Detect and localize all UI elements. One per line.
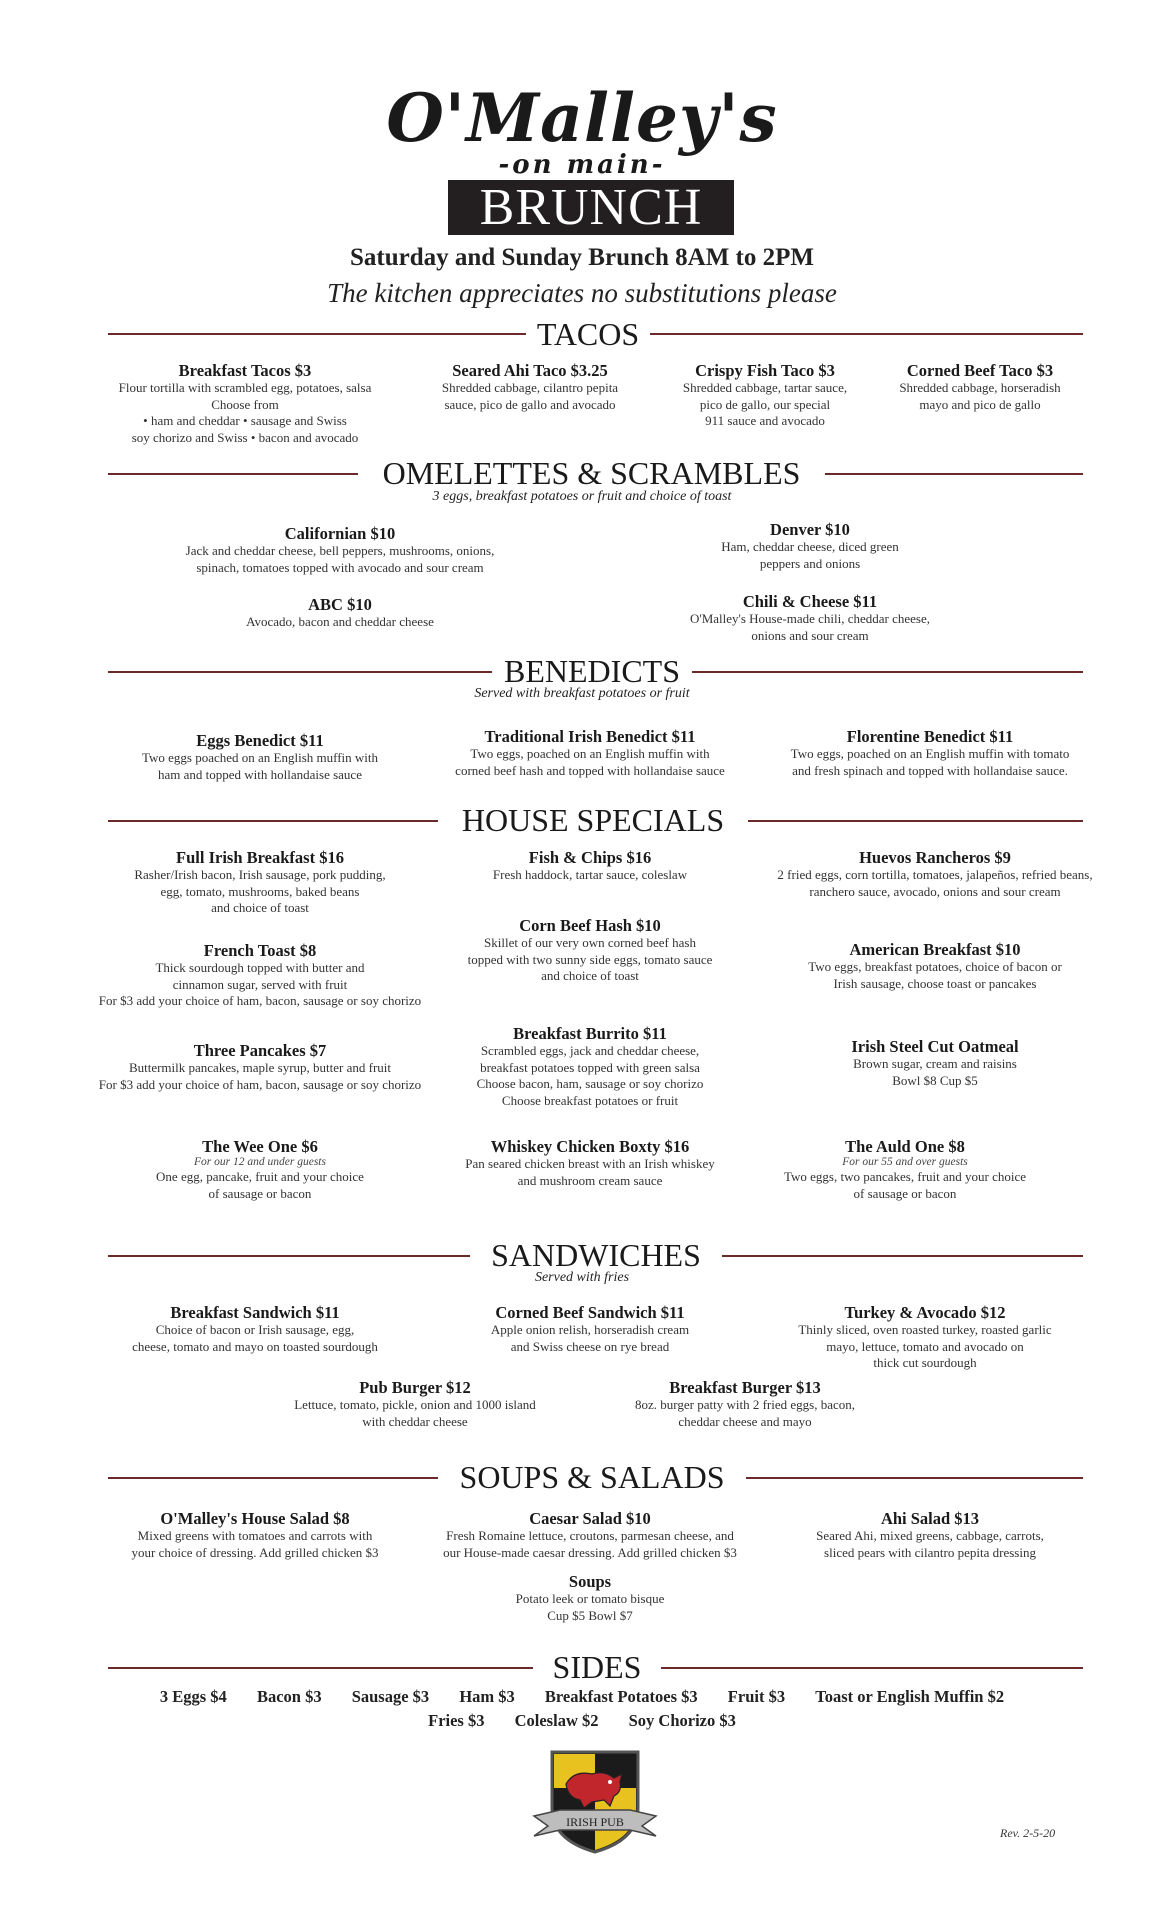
- section-rule-right: [748, 820, 1083, 822]
- item-name: Breakfast Burrito $11: [513, 1024, 667, 1043]
- item-name: Corn Beef Hash $10: [519, 916, 661, 935]
- menu-item: [760, 1037, 1110, 1089]
- item-desc: Shredded cabbage, tartar sauce,: [682, 380, 848, 395]
- menu-item: [425, 1137, 755, 1189]
- item-desc: Pan seared chicken breast with an Irish whiskey: [465, 1156, 715, 1171]
- substitution-policy: The kitchen appreciates no substitutions please: [327, 278, 837, 308]
- item-desc: and fresh spinach and topped with hollandaise sauce.: [792, 762, 1068, 778]
- menu-item: [250, 1378, 580, 1430]
- item-name: Huevos Rancheros $9: [859, 848, 1011, 867]
- item-name: Whiskey Chicken Boxty $16: [490, 1137, 690, 1156]
- menu-item: [650, 520, 970, 572]
- item-desc: and Swiss cheese on rye bread: [510, 1338, 670, 1354]
- section-title-sides: SIDES: [552, 1649, 642, 1685]
- item-desc: of sausage or bacon: [208, 1185, 312, 1201]
- item-name: Breakfast Sandwich $11: [170, 1303, 340, 1322]
- section-title-benedicts: BENEDICTS: [504, 653, 680, 689]
- menu-item: [430, 848, 750, 884]
- item-desc: egg, tomato, mushrooms, baked beans: [160, 883, 360, 899]
- item-desc: Rasher/Irish bacon, Irish sausage, pork pudding,: [134, 867, 386, 882]
- item-desc: breakfast potatoes topped with green salsa: [480, 1059, 700, 1075]
- item-desc: pico de gallo, our special: [699, 396, 831, 412]
- item-desc: Two eggs poached on an English muffin with: [141, 750, 379, 765]
- menu-item: [450, 1572, 730, 1624]
- item-name: Breakfast Tacos $3: [178, 361, 312, 380]
- item-desc: For $3 add your choice of ham, bacon, sausage or soy chorizo: [98, 993, 422, 1008]
- section-subtitle-omelettes: 3 eggs, breakfast potatoes or fruit and choice of toast: [432, 489, 732, 504]
- sides-row-1: [0, 1687, 1164, 1707]
- item-desc: Scrambled eggs, jack and cheddar cheese,: [480, 1043, 700, 1058]
- item-desc: soy chorizo and Swiss • bacon and avocado: [131, 429, 359, 445]
- section-rule-right: [661, 1667, 1083, 1669]
- menu-item: [425, 1024, 755, 1109]
- menu-item: [60, 1041, 460, 1093]
- item-name: Three Pancakes $7: [193, 1041, 327, 1060]
- item-name: Turkey & Avocado $12: [844, 1303, 1006, 1322]
- item-desc: and choice of toast: [211, 900, 309, 915]
- side-item: Ham $3: [459, 1687, 515, 1706]
- menu-item: [95, 1303, 415, 1355]
- menu-item: [60, 941, 460, 1010]
- item-note: For our 55 and over guests: [842, 1156, 968, 1168]
- item-desc: Buttermilk pancakes, maple syrup, butter and fruit: [128, 1060, 392, 1075]
- item-name: Corned Beef Taco $3: [906, 361, 1054, 380]
- section-rule-left: [108, 1477, 438, 1479]
- menu-item: [100, 731, 420, 783]
- menu-item: [130, 524, 550, 576]
- item-desc: ham and topped with hollandaise sauce: [158, 766, 362, 782]
- menu-title-banner: BRUNCH: [448, 180, 734, 235]
- menu-item: [430, 1303, 750, 1355]
- item-name: The Wee One $6: [202, 1137, 318, 1156]
- item-desc: cheese, tomato and mayo on toasted sourdough: [132, 1338, 378, 1354]
- item-name: Californian $10: [284, 524, 396, 543]
- side-item: Coleslaw $2: [514, 1711, 599, 1730]
- section-rule-left: [108, 1667, 533, 1669]
- menu-item: [590, 1378, 900, 1430]
- side-item: 3 Eggs $4: [159, 1687, 227, 1706]
- item-name: Florentine Benedict $11: [846, 727, 1014, 746]
- menu-item: [745, 1137, 1065, 1202]
- section-subtitle-benedicts: Served with breakfast potatoes or fruit: [474, 686, 690, 701]
- item-desc: Choose bacon, ham, sausage or soy chorizo: [476, 1076, 704, 1091]
- item-desc: Thick sourdough topped with butter and: [155, 960, 365, 975]
- menu-item: [80, 848, 440, 917]
- section-subtitle-sandwiches: Served with fries: [534, 1270, 630, 1285]
- item-desc: 2 fried eggs, corn tortilla, tomatoes, jalapeños, refried beans,: [777, 867, 1093, 882]
- menu-item: [735, 848, 1135, 900]
- section-title-soups-salads: SOUPS & SALADS: [459, 1459, 725, 1495]
- crest-banner-text: IRISH PUB: [566, 1815, 624, 1829]
- item-desc: of sausage or bacon: [853, 1185, 957, 1201]
- section-title-omelettes: OMELETTES & SCRAMBLES: [382, 455, 801, 491]
- item-name: American Breakfast $10: [849, 940, 1021, 959]
- item-desc: cheddar cheese and mayo: [678, 1413, 812, 1429]
- menu-item: [430, 916, 750, 985]
- item-desc: Flour tortilla with scrambled egg, potatoes, salsa: [118, 380, 372, 395]
- item-name: Irish Steel Cut Oatmeal: [851, 1037, 1019, 1056]
- item-desc: with cheddar cheese: [362, 1413, 468, 1429]
- menu-item: [850, 361, 1110, 413]
- side-item: Fries $3: [428, 1711, 485, 1730]
- item-desc: One egg, pancake, fruit and your choice: [156, 1169, 364, 1184]
- item-desc: Two eggs, poached on an English muffin with: [470, 746, 710, 761]
- item-desc: mayo, lettuce, tomato and avocado on: [826, 1338, 1024, 1354]
- sides-row-2: [0, 1711, 1164, 1731]
- menu-item: [425, 727, 755, 779]
- section-rule-right: [692, 671, 1083, 673]
- item-desc: Fresh haddock, tartar sauce, coleslaw: [492, 867, 688, 882]
- item-desc: spinach, tomatoes topped with avocado and sour cream: [196, 559, 484, 575]
- item-desc: Jack and cheddar cheese, bell peppers, mushrooms, onions,: [185, 543, 495, 558]
- menu-item: [70, 361, 420, 446]
- side-item: Soy Chorizo $3: [628, 1711, 736, 1730]
- item-desc: peppers and onions: [759, 555, 861, 571]
- item-name: Chili & Cheese $11: [742, 592, 878, 611]
- item-desc: Two eggs, two pancakes, fruit and your choice: [783, 1169, 1027, 1184]
- section-rule-right: [650, 333, 1083, 335]
- item-desc: cinnamon sugar, served with fruit: [172, 976, 348, 992]
- item-desc: Two eggs, poached on an English muffin with tomato: [790, 746, 1070, 761]
- side-item: Sausage $3: [351, 1687, 430, 1706]
- item-desc: Two eggs, breakfast potatoes, choice of bacon or: [808, 959, 1062, 974]
- item-name: Fish & Chips $16: [528, 848, 652, 867]
- item-desc: sliced pears with cilantro pepita dressing: [824, 1544, 1036, 1560]
- item-desc: Potato leek or tomato bisque: [515, 1591, 665, 1606]
- item-desc: Shredded cabbage, horseradish: [899, 380, 1061, 395]
- section-rule-left: [108, 473, 358, 475]
- section-title-tacos: TACOS: [536, 316, 640, 352]
- item-name: The Auld One $8: [845, 1137, 965, 1156]
- item-desc: Cup $5 Bowl $7: [547, 1607, 633, 1623]
- menu-item: [420, 1509, 760, 1561]
- item-desc: your choice of dressing. Add grilled chicken $3: [131, 1544, 379, 1560]
- item-desc: Skillet of our very own corned beef hash: [484, 935, 696, 950]
- item-desc: thick cut sourdough: [873, 1355, 977, 1370]
- section-rule-right: [825, 473, 1083, 475]
- item-desc: corned beef hash and topped with hollandaise sauce: [455, 762, 725, 778]
- item-name: Caesar Salad $10: [529, 1509, 651, 1528]
- item-desc: Bowl $8 Cup $5: [892, 1072, 978, 1088]
- side-item: Fruit $3: [727, 1687, 786, 1706]
- item-name: Breakfast Burger $13: [669, 1378, 821, 1397]
- item-desc: and mushroom cream sauce: [517, 1172, 663, 1188]
- revision-date: Rev. 2-5-20: [1000, 1826, 1056, 1840]
- section-rule-left: [108, 820, 438, 822]
- item-name: Ahi Salad $13: [880, 1509, 980, 1528]
- item-desc: Lettuce, tomato, pickle, onion and 1000 island: [294, 1397, 536, 1412]
- menu-item: [180, 595, 500, 631]
- item-desc: O'Malley's House-made chili, cheddar cheese,: [689, 611, 931, 626]
- item-name: Soups: [568, 1572, 612, 1591]
- item-desc: 8oz. burger patty with 2 fried eggs, bacon,: [635, 1397, 855, 1412]
- item-name: Denver $10: [770, 520, 850, 539]
- item-desc: Fresh Romaine lettuce, croutons, parmesan cheese, and: [446, 1528, 734, 1543]
- menu-item: [760, 940, 1110, 992]
- menu-item: [95, 1509, 415, 1561]
- item-desc: Choose from: [211, 396, 279, 412]
- item-desc: • ham and cheddar • sausage and Swiss: [143, 413, 347, 428]
- menu-item: [755, 727, 1105, 779]
- item-desc: Choice of bacon or Irish sausage, egg,: [155, 1322, 355, 1337]
- brunch-hours: Saturday and Sunday Brunch 8AM to 2PM: [350, 244, 814, 271]
- item-name: ABC $10: [308, 595, 372, 614]
- menu-item: [390, 361, 670, 413]
- side-item: Breakfast Potatoes $3: [544, 1687, 698, 1706]
- item-desc: topped with two sunny side eggs, tomato sauce: [467, 951, 713, 967]
- section-title-house-specials: HOUSE SPECIALS: [461, 802, 725, 838]
- item-name: O'Malley's House Salad $8: [160, 1509, 350, 1528]
- item-desc: and choice of toast: [541, 968, 639, 983]
- item-name: Seared Ahi Taco $3.25: [452, 361, 608, 380]
- item-desc: Shredded cabbage, cilantro pepita: [441, 380, 619, 395]
- item-name: Traditional Irish Benedict $11: [484, 727, 696, 746]
- item-desc: Irish sausage, choose toast or pancakes: [833, 975, 1037, 991]
- menu-item: [770, 1509, 1090, 1561]
- item-desc: our House-made caesar dressing. Add grilled chicken $3: [443, 1544, 737, 1560]
- item-desc: ranchero sauce, avocado, onions and sour cream: [809, 883, 1061, 899]
- brand-logo-name: O'Malley's: [386, 79, 778, 157]
- item-name: French Toast $8: [203, 941, 317, 960]
- menu-item: [100, 1137, 420, 1202]
- item-desc: sauce, pico de gallo and avocado: [444, 396, 616, 412]
- item-desc: Avocado, bacon and cheddar cheese: [246, 614, 434, 629]
- item-name: Eggs Benedict $11: [196, 731, 324, 750]
- section-rule-right: [746, 1477, 1083, 1479]
- section-title-sandwiches: SANDWICHES: [491, 1237, 701, 1273]
- item-desc: mayo and pico de gallo: [919, 396, 1041, 412]
- item-name: Corned Beef Sandwich $11: [495, 1303, 685, 1322]
- brand-logo-tagline: -on main-: [498, 150, 666, 180]
- item-name: Crispy Fish Taco $3: [695, 361, 835, 380]
- menu-item: [755, 1303, 1095, 1372]
- section-rule-right: [722, 1255, 1083, 1257]
- irish-pub-crest-logo: [530, 1748, 660, 1856]
- section-rule-left: [108, 333, 526, 335]
- item-name: Pub Burger $12: [359, 1378, 471, 1397]
- item-note: For our 12 and under guests: [194, 1156, 326, 1168]
- section-rule-left: [108, 1255, 470, 1257]
- item-desc: Mixed greens with tomatoes and carrots with: [137, 1528, 373, 1543]
- item-name: Full Irish Breakfast $16: [176, 848, 344, 867]
- item-desc: Seared Ahi, mixed greens, cabbage, carrots,: [816, 1528, 1044, 1543]
- item-desc: Apple onion relish, horseradish cream: [490, 1322, 690, 1337]
- item-desc: 911 sauce and avocado: [705, 413, 825, 428]
- side-item: Toast or English Muffin $2: [815, 1687, 1005, 1706]
- menu-item: [640, 592, 980, 644]
- item-desc: Thinly sliced, oven roasted turkey, roasted garlic: [798, 1322, 1052, 1337]
- item-desc: Brown sugar, cream and raisins: [853, 1056, 1017, 1071]
- section-rule-left: [108, 671, 492, 673]
- item-desc: Ham, cheddar cheese, diced green: [721, 539, 899, 554]
- item-desc: For $3 add your choice of ham, bacon, sausage or soy chorizo: [98, 1076, 422, 1092]
- item-desc: Choose breakfast potatoes or fruit: [501, 1092, 679, 1108]
- side-item: Bacon $3: [256, 1687, 322, 1706]
- item-desc: onions and sour cream: [751, 627, 869, 643]
